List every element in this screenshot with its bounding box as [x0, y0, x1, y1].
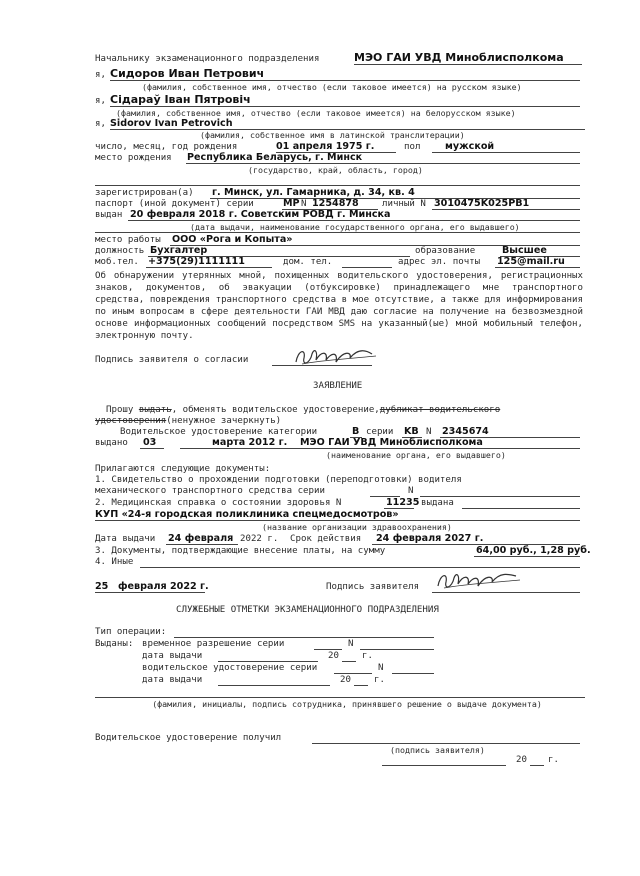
- education-label: образование: [415, 246, 476, 256]
- received-label: Водительское удостоверение получил: [95, 733, 282, 743]
- consent-sign-label: Подпись заявителя о согласии: [95, 355, 249, 365]
- strike-license: удостоверения: [95, 416, 167, 426]
- mobile-value: +375(29)1111111: [148, 256, 245, 267]
- applicant-sign-label: Подпись заявителя: [326, 582, 420, 592]
- registration-value: г. Минск, ул. Гамарника, д. 34, кв. 4: [212, 187, 415, 198]
- birth-date: 01 апреля 1975 г.: [276, 141, 375, 152]
- sex-label: пол: [404, 142, 421, 152]
- passport-num-label: N: [301, 199, 307, 209]
- attachments-title: Прилагаются следующие документы:: [95, 464, 271, 474]
- payment-amount: 64,00 руб., 1,28 руб.: [476, 545, 591, 556]
- attach-item-4: 4. Иные: [95, 557, 134, 567]
- temp-permit-date-label: дата выдачи: [142, 651, 203, 661]
- med-cert-hint: (название организации здравоохранения): [262, 522, 452, 532]
- personal-num-label: личный N: [382, 199, 426, 209]
- official-hint: (фамилия, инициалы, подпись сотрудника, принявшего решение о выдаче документа): [152, 699, 542, 709]
- license-issued-month: марта 2012 г.: [212, 437, 288, 448]
- med-cert-org: КУП «24-я городская поликлиника спецмедосмотров»: [95, 509, 399, 520]
- temp-permit-g: г.: [362, 651, 373, 661]
- name-ru-hint: (фамилия, собственное имя, отчество (если таковое имеется) на русском языке): [142, 82, 522, 92]
- statement-title: ЗАЯВЛЕНИЕ: [313, 381, 363, 391]
- passport-issued-hint: (дата выдачи, наименование государственного органа, его выдавшего): [190, 222, 520, 232]
- signature-consent-icon: [292, 344, 382, 370]
- license-issued-year: 20: [340, 675, 351, 685]
- med-cert-date-label: Дата выдачи: [95, 534, 156, 544]
- addressee-value: МЭО ГАИ УВД Миноблисполкома: [354, 51, 564, 64]
- personal-number: 3010475K025PB1: [434, 198, 530, 209]
- birth-place-hint: (государство, край, область, город): [248, 165, 423, 175]
- license-number: 2345674: [442, 426, 489, 437]
- home-phone-label: дом. тел.: [283, 257, 333, 267]
- license-issued-day: 03: [143, 437, 157, 448]
- email-value: 125@mail.ru: [497, 256, 565, 267]
- med-cert-date: 24 февраля: [168, 533, 234, 544]
- attach-item-3: 3. Документы, подтверждающие внесение платы, на сумму: [95, 546, 386, 556]
- received-hint: (подпись заявителя): [390, 745, 485, 755]
- license-issued-series-label: водительское удостоверение серии: [142, 663, 318, 673]
- registration-label: зарегистрирован(а): [95, 188, 194, 198]
- license-category: B: [352, 426, 360, 437]
- strike-duplicate: дубликат водительского: [379, 405, 501, 415]
- license-series-label: серии: [366, 427, 394, 437]
- med-cert-valid: 24 февраля 2027 г.: [376, 533, 484, 544]
- ya-label-lat: я,: [95, 119, 106, 129]
- ya-label-ru: я,: [95, 70, 106, 80]
- passport-series: МР: [283, 198, 300, 209]
- name-lat: Sidorov Ivan Petrovich: [110, 118, 233, 129]
- name-by-hint: (фамилия, собственное имя, отчество (если таковое имеется) на белорусском языке): [116, 108, 516, 118]
- med-cert-number: 11235: [386, 497, 420, 508]
- name-by: Сідараў Іван Пятровіч: [110, 93, 251, 106]
- license-num-label: N: [426, 427, 432, 437]
- passport-number: 1254878: [312, 198, 359, 209]
- med-cert-issued-label: выдана: [421, 498, 454, 508]
- mobile-label: моб.тел.: [95, 257, 139, 267]
- position-label: должность: [95, 246, 145, 256]
- consent-text: Об обнаружении утерянных мной, похищенных водительского удостоверения, регистрационных знаков, документов, об эвакуации (отбуксировке) принадлежащего мне транспортного средства, повреждения транспортного средства в мое отсутствие, а также для информирования по иным вопросам в сфере деятельности ГАИ МВД даю согласие на получение на безвозмездной основе информационных сообщений посредством SMS на указанный(ые) мной мобильный телефон, электронную почту.: [95, 271, 583, 342]
- email-label: адрес эл. почты: [398, 257, 481, 267]
- strike-hint: (ненужное зачеркнуть): [166, 416, 282, 426]
- op-type-label: Тип операции:: [95, 627, 167, 637]
- sign-date-month: февраля 2022 г.: [118, 581, 209, 592]
- attach-item-1-num-label: N: [408, 486, 414, 496]
- issued-label: Выданы:: [95, 639, 134, 649]
- license-issued-label: выдано: [95, 438, 128, 448]
- passport-issued-label: выдан: [95, 210, 123, 220]
- temp-permit-num-label: N: [348, 639, 354, 649]
- license-series: KB: [404, 426, 419, 437]
- birth-date-label: число, месяц, год рождения: [95, 142, 238, 152]
- education-value: Высшее: [502, 245, 547, 256]
- work-value: ООО «Рога и Копыта»: [172, 234, 293, 245]
- attach-item-1: 1. Свидетельство о прохождении подготовки (переподготовки) водителя: [95, 475, 462, 485]
- license-category-label: Водительское удостоверение категории: [120, 427, 318, 437]
- license-issued-g: г.: [374, 675, 385, 685]
- statement-request-label: Прошу: [106, 405, 134, 415]
- sex-value: мужской: [445, 141, 495, 152]
- passport-issued: 20 февраля 2018 г. Советским РОВД г. Минска: [130, 209, 391, 220]
- attach-item-1b: механического транспортного средства серии: [95, 486, 325, 496]
- position-value: Бухгалтер: [150, 245, 208, 256]
- received-g: г.: [548, 755, 559, 765]
- birth-place-label: место рождения: [95, 153, 172, 163]
- signature-applicant-icon: [434, 566, 524, 594]
- name-ru: Сидоров Иван Петрович: [110, 67, 265, 80]
- addressee-label: Начальнику экзаменационного подразделения: [95, 54, 320, 64]
- sign-date-day: 25: [95, 581, 109, 592]
- statement-exchange: , обменять водительское удостоверение,: [171, 405, 380, 415]
- ya-label-by: я,: [95, 96, 106, 106]
- official-title: СЛУЖЕБНЫЕ ОТМЕТКИ ЭКЗАМЕНАЦИОННОГО ПОДРАЗДЕЛЕНИЯ: [176, 605, 439, 615]
- attach-item-2: 2. Медицинская справка о состоянии здоровья N: [95, 498, 342, 508]
- temp-permit-label: временное разрешение серии: [142, 639, 285, 649]
- passport-label: паспорт (иной документ) серии: [95, 199, 254, 209]
- received-year: 20: [516, 755, 527, 765]
- license-issued-org: МЭО ГАИ УВД Миноблисполкома: [300, 437, 483, 448]
- temp-permit-year: 20: [328, 651, 339, 661]
- work-label: место работы: [95, 235, 161, 245]
- strike-issue: выдать: [138, 405, 172, 415]
- med-cert-date-year: 2022 г.: [240, 534, 279, 544]
- license-issued-date-label: дата выдачи: [142, 675, 203, 685]
- license-issued-hint: (наименование органа, его выдавшего): [326, 450, 506, 460]
- med-cert-valid-label: Срок действия: [290, 534, 362, 544]
- name-lat-hint: (фамилия, собственное имя в латинской транслитерации): [200, 130, 465, 140]
- birth-place: Республика Беларусь, г. Минск: [187, 152, 363, 163]
- license-issued-num-label: N: [378, 663, 384, 673]
